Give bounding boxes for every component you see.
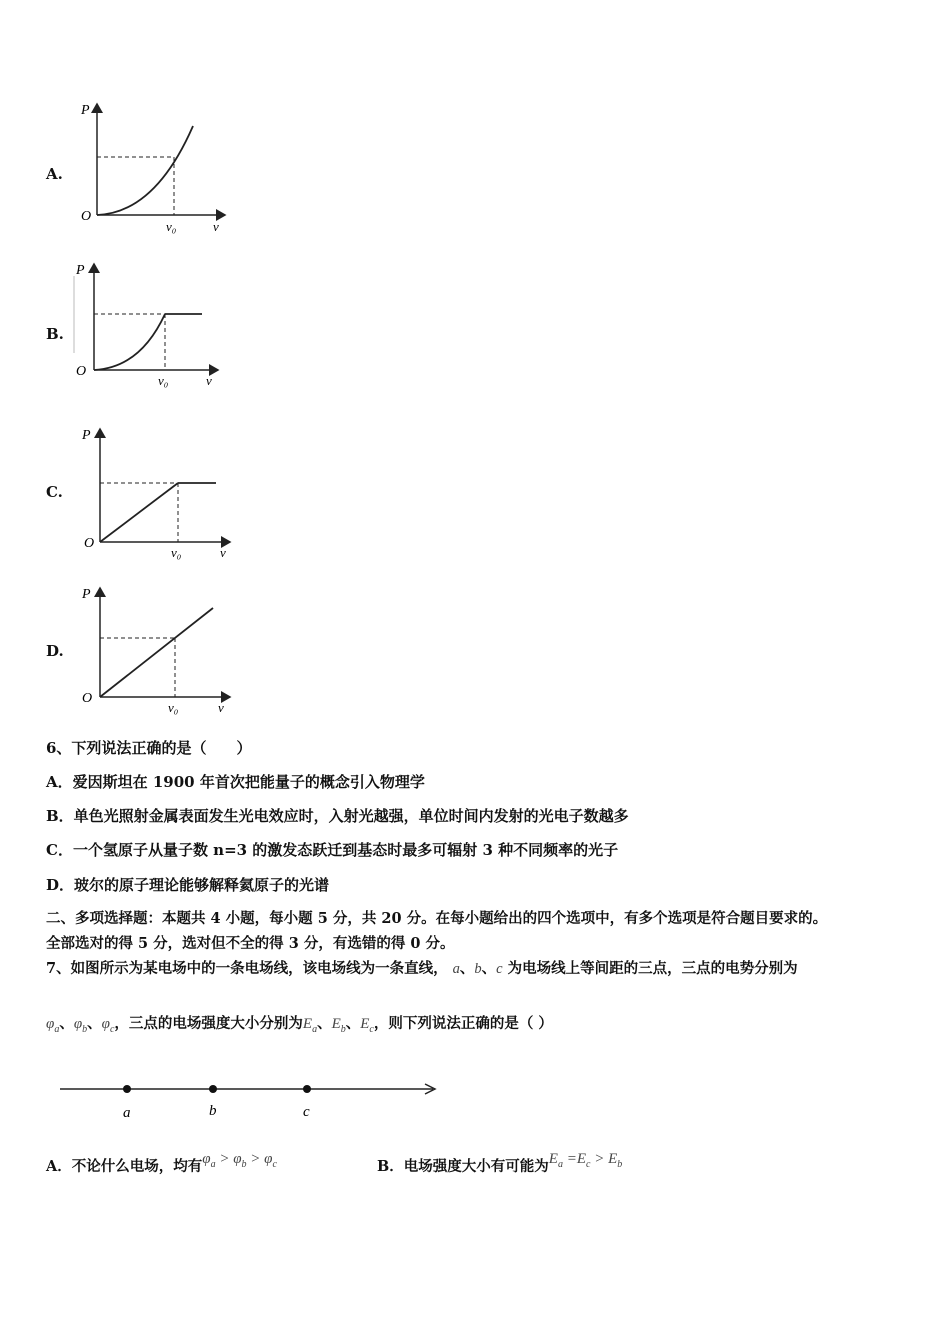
linear-line: [100, 608, 213, 697]
option-c-label: C.: [46, 483, 63, 501]
origin-label: O: [76, 364, 87, 379]
q6-option-a: A．爱因斯坦在 1900 年首次把能量子的概念引入物理学: [46, 773, 425, 791]
graph-c: [78, 423, 238, 561]
axis-x-label: v: [220, 545, 226, 560]
field-line-figure: [55, 1075, 445, 1125]
point-c-dot: [303, 1085, 311, 1093]
axis-y-label: P: [81, 103, 90, 118]
E-relation: $E_a =E_c > E_b$: [548, 1151, 623, 1170]
q6-option-b: B．单色光照射金属表面发生光电效应时，入射光越强，单位时间内发射的光电子数越多: [46, 807, 629, 825]
tick-label: v₀: [171, 545, 182, 560]
option-a-label: A.: [46, 165, 63, 183]
power-curve: [94, 314, 165, 370]
var-c: c: [496, 961, 503, 977]
phi-b: $\varphi_b$: [73, 1016, 88, 1035]
tick-label: v₀: [158, 373, 169, 388]
point-b-label: b: [209, 1103, 217, 1119]
axis-x-label: v: [213, 219, 219, 234]
q7-stem-line1: 7、如图所示为某电场中的一条电场线，该电场线为一条直线， a、b、c 为电场线上等间距的三点，三点的电势分别为: [46, 960, 798, 977]
origin-label: O: [81, 209, 92, 224]
section2-note: 全部选对的得 5 分，选对但不全的得 3 分，有选错的得 0 分。: [46, 935, 455, 952]
graph-d: [78, 582, 238, 718]
point-a-dot: [123, 1085, 131, 1093]
q6-option-c: C．一个氢原子从量子数 n=3 的激发态跃迁到基态时最多可辐射 3 种不同频率的光子: [46, 841, 619, 859]
origin-label: O: [84, 536, 95, 551]
linear-rise: [100, 483, 178, 542]
graph-a: [75, 98, 235, 238]
q7-option-a: A．不论什么电场，均有$\varphi_a > \varphi_b > \varphi_c$: [46, 1151, 277, 1175]
E-c: $E_c$: [360, 1016, 374, 1035]
axis-y-label: P: [82, 428, 91, 443]
power-curve: [97, 126, 193, 215]
origin-label: O: [82, 691, 93, 706]
E-b: $E_b$: [331, 1016, 346, 1035]
axis-x-label: v: [206, 373, 212, 388]
q7-stem-line2: $\varphi_a$、$\varphi_b$、$\varphi_c$，三点的电场强度大小分别为$E_a$、$E_b$、$E_c$，则下列说法正确的是（ ）: [46, 1015, 553, 1035]
var-b: b: [474, 961, 482, 977]
E-a: $E_a$: [302, 1016, 318, 1035]
axis-x-label: v: [218, 700, 224, 715]
phi-c: $\varphi_c$: [101, 1016, 115, 1035]
option-d-label: D.: [46, 642, 64, 660]
axis-y-label: P: [76, 263, 85, 278]
q7-option-b: B．电场强度大小有可能为$E_a =E_c > E_b$: [377, 1151, 623, 1175]
axis-y-label: P: [82, 587, 91, 602]
option-b-label: B.: [46, 325, 64, 343]
phi-inequality: $\varphi_a > \varphi_b > \varphi_c$: [202, 1151, 277, 1170]
tick-label: v₀: [166, 219, 177, 234]
q6-stem: 6、下列说法正确的是（ ）: [46, 739, 252, 757]
phi-a: $\varphi_a$: [46, 1016, 60, 1035]
point-b-dot: [209, 1085, 217, 1093]
graph-b: [70, 258, 230, 393]
point-c-label: c: [303, 1104, 310, 1120]
point-a-label: a: [123, 1105, 131, 1121]
tick-label: v₀: [168, 700, 179, 715]
var-a: a: [452, 961, 460, 977]
q6-option-d: D．玻尔的原子理论能够解释氦原子的光谱: [46, 876, 330, 894]
section2-heading: 二、多项选择题：本题共 4 小题，每小题 5 分，共 20 分。在每小题给出的四个选项中，有多个选项是符合题目要求的。: [46, 910, 828, 927]
